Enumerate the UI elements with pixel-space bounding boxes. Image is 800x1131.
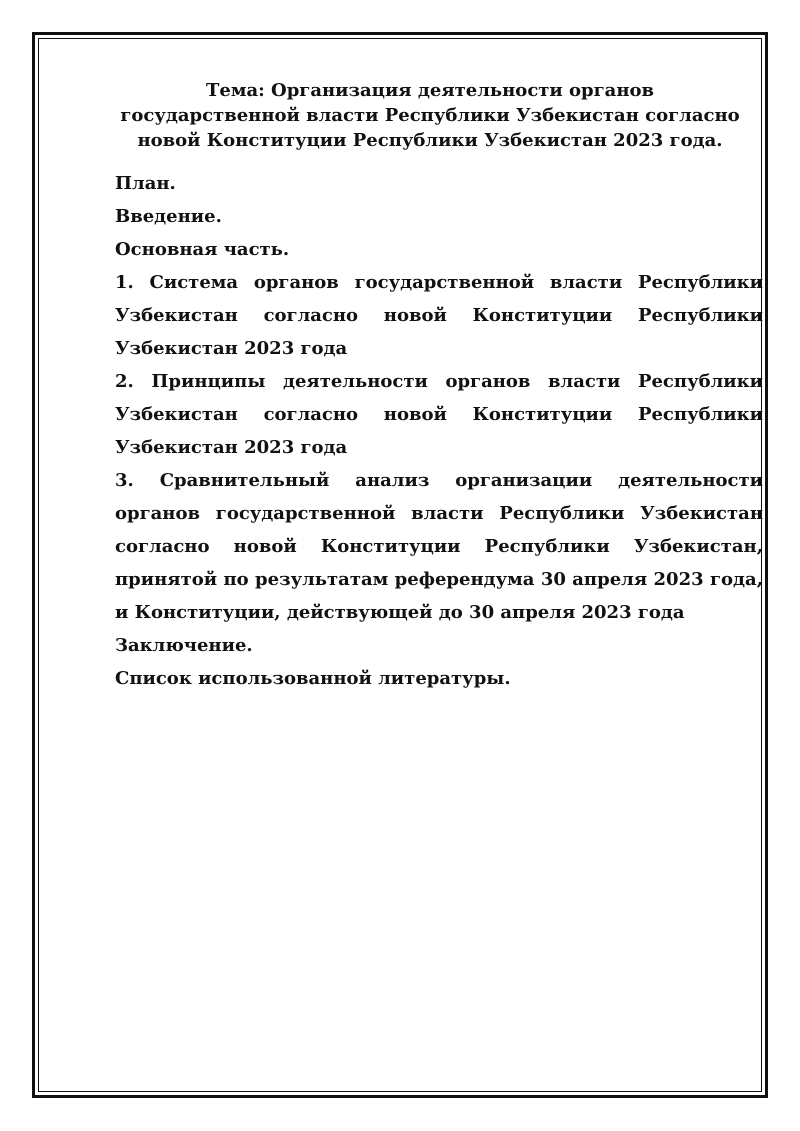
plan-heading: План. (115, 173, 176, 194)
document-body (115, 78, 763, 695)
document-title: Тема: Организация деятельности органов государственной власти Республики Узбекистан согласно новой Конституции Республики Узбекистан 2023 года. (120, 80, 740, 151)
references-item: Список использованной литературы. (115, 668, 511, 689)
plan-list (115, 167, 763, 695)
section-3-item: 3. Сравнительный анализ организации деятельности органов государственной власти Республики Узбекистан согласно новой Конституции Республики Узбекистан, принятой по результатам референдума 30 апреля 2023 года, и Конституции, действующей до 30 апреля 2023 года (115, 470, 763, 623)
section-1-item: 1. Система органов государственной власти Республики Узбекистан согласно новой Конституции Республики Узбекистан 2023 года (115, 272, 763, 359)
conclusion-item: Заключение. (115, 635, 253, 656)
main-part-item: Основная часть. (115, 239, 290, 260)
section-2-item: 2. Принципы деятельности органов власти Республики Узбекистан согласно новой Конституции Республики Узбекистан 2023 года (115, 371, 763, 458)
introduction-item: Введение. (115, 206, 222, 227)
